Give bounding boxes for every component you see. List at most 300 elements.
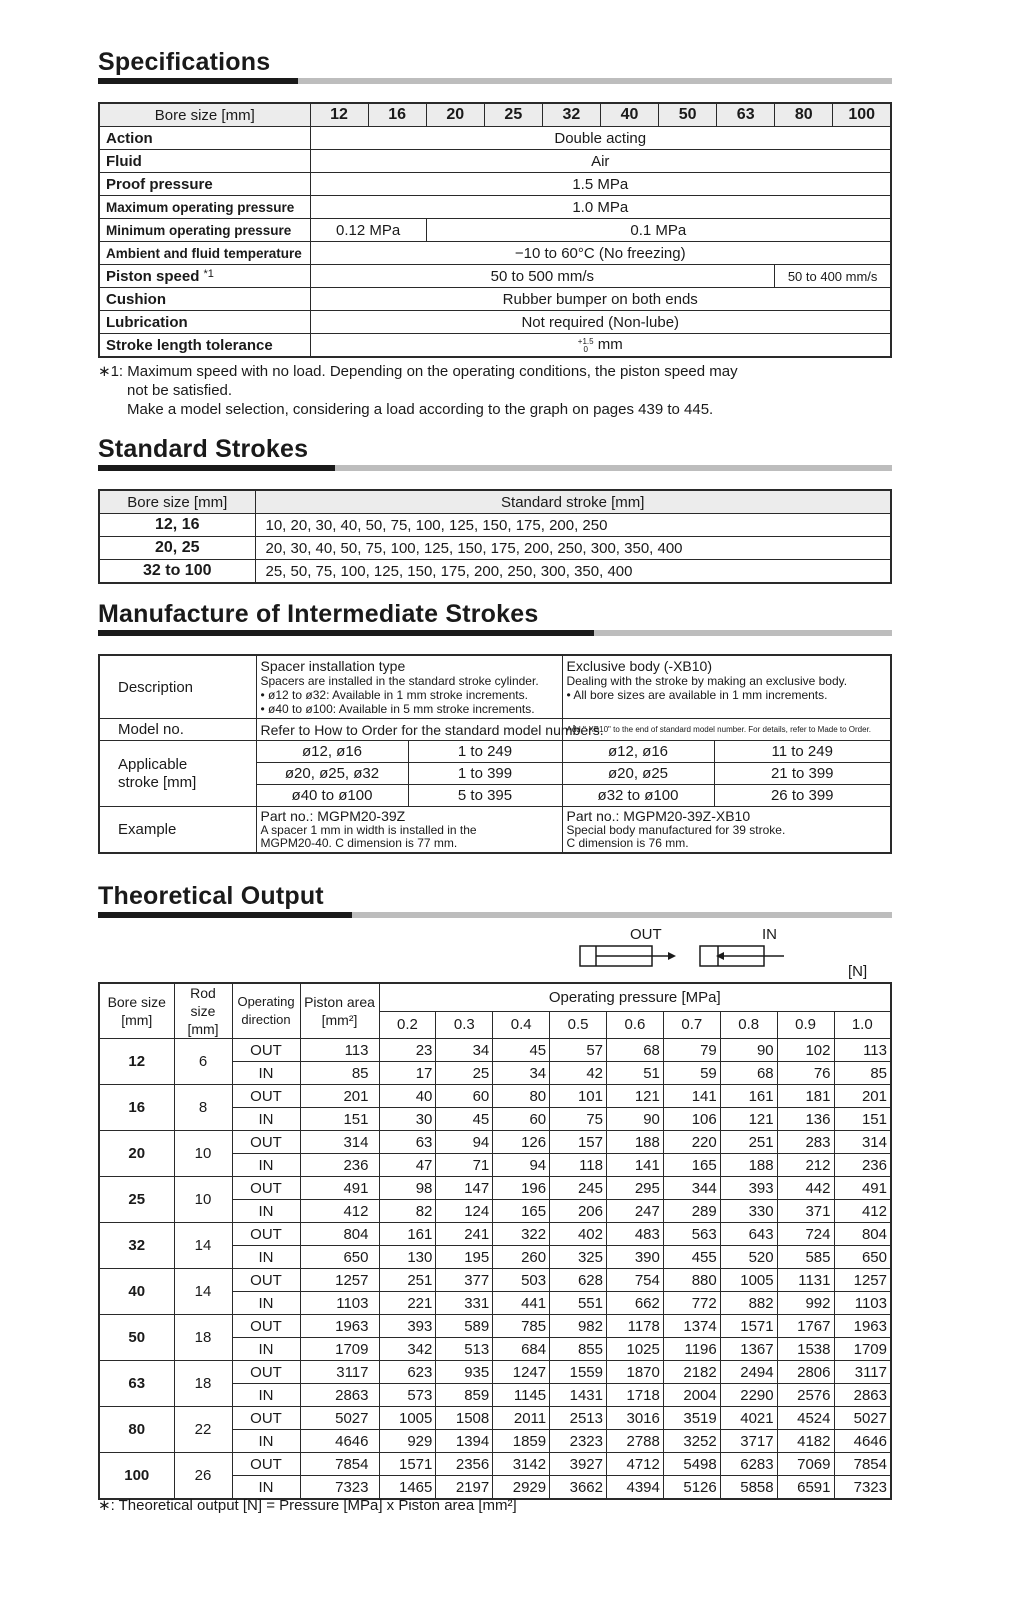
output-value: 136 (777, 1108, 834, 1131)
output-value: 30 (379, 1108, 436, 1131)
output-value: 1465 (379, 1476, 436, 1500)
output-value: 1538 (777, 1338, 834, 1361)
output-value: 2513 (550, 1407, 607, 1430)
output-value: 157 (550, 1131, 607, 1154)
pressure-col: 1.0 (834, 1011, 891, 1038)
row-label-line: stroke [mm] (118, 773, 197, 791)
output-value: 390 (607, 1246, 664, 1269)
output-value: 221 (379, 1292, 436, 1315)
direction-cell: IN (232, 1292, 300, 1315)
output-value: 289 (663, 1200, 720, 1223)
spec-label: Proof pressure (99, 173, 310, 196)
spec-row-max-pressure (99, 196, 891, 219)
output-value: 245 (550, 1177, 607, 1200)
bore-cell: 100 (99, 1453, 174, 1500)
output-value: 520 (720, 1246, 777, 1269)
output-value: 344 (663, 1177, 720, 1200)
output-row-out (99, 1315, 891, 1338)
output-value: 2182 (663, 1361, 720, 1384)
output-value: 45 (493, 1039, 550, 1062)
direction-cell: OUT (232, 1315, 300, 1338)
rod-header-line: Rod size (190, 985, 216, 1019)
bore-size-col: 25 (484, 103, 542, 127)
output-value: 7854 (834, 1453, 891, 1476)
stroke-row (99, 514, 891, 537)
tolerance-lower: 0 (583, 344, 588, 354)
spec-footnote-3: Make a model selection, considering a load according to the graph on pages 439 to 445. (127, 401, 714, 418)
output-value: 251 (379, 1269, 436, 1292)
output-value: 393 (379, 1315, 436, 1338)
spec-value: −10 to 60°C (No freezing) (310, 242, 891, 265)
output-value: 322 (493, 1223, 550, 1246)
direction-cell: IN (232, 1200, 300, 1223)
example-title: Part no.: MGPM20-39Z (260, 808, 406, 824)
rod-cell: 14 (174, 1269, 232, 1315)
output-value: 643 (720, 1223, 777, 1246)
spec-label: Maximum operating pressure (99, 196, 310, 219)
output-value: 295 (607, 1177, 664, 1200)
spec-label: Ambient and fluid temperature (99, 242, 310, 265)
rod-header-line: [mm] (187, 1021, 219, 1037)
output-value: 1131 (777, 1269, 834, 1292)
output-value: 2004 (663, 1384, 720, 1407)
output-value: 4712 (607, 1453, 664, 1476)
area-cell: 151 (300, 1108, 379, 1131)
output-value: 124 (436, 1200, 493, 1223)
rod-cell: 10 (174, 1131, 232, 1177)
output-value: 4524 (777, 1407, 834, 1430)
output-value: 628 (550, 1269, 607, 1292)
output-value: 882 (720, 1292, 777, 1315)
direction-cell: OUT (232, 1361, 300, 1384)
output-value: 90 (720, 1039, 777, 1062)
spacer-line: • ø12 to ø32: Available in 1 mm stroke increments. (260, 688, 528, 702)
bore-cell: 32 (99, 1223, 174, 1269)
spec-label-text: Piston speed (106, 267, 200, 285)
stroke-values: 20, 30, 40, 50, 75, 100, 125, 150, 175, 200, 250, 300, 350, 400 (255, 537, 891, 560)
spec-row-temperature (99, 242, 891, 265)
output-row-out (99, 1039, 891, 1062)
direction-cell: OUT (232, 1131, 300, 1154)
output-value: 106 (663, 1108, 720, 1131)
output-value: 121 (607, 1085, 664, 1108)
strokes-col-bore: Bore size [mm] (99, 490, 255, 514)
output-value: 161 (720, 1085, 777, 1108)
output-value: 5126 (663, 1476, 720, 1500)
output-value: 42 (550, 1062, 607, 1085)
output-value: 859 (436, 1384, 493, 1407)
direction-cell: OUT (232, 1223, 300, 1246)
stroke-bore: 20, 25 (99, 537, 255, 560)
spacer-bore: ø12, ø16 (256, 741, 408, 763)
row-label (99, 741, 256, 807)
output-value: 85 (834, 1062, 891, 1085)
pressure-col: 0.9 (777, 1011, 834, 1038)
direction-cell: OUT (232, 1039, 300, 1062)
output-value: 1431 (550, 1384, 607, 1407)
output-value: 3519 (663, 1407, 720, 1430)
example-row (99, 807, 891, 854)
specifications-rule (98, 78, 892, 84)
output-header-row-1 (99, 983, 891, 1011)
output-value: 247 (607, 1200, 664, 1223)
output-value: 2806 (777, 1361, 834, 1384)
area-cell: 412 (300, 1200, 379, 1223)
exclusive-line: • All bore sizes are available in 1 mm increments. (566, 688, 828, 702)
spec-value: 1.0 MPa (310, 196, 891, 219)
direction-cell: OUT (232, 1085, 300, 1108)
output-row-out (99, 1269, 891, 1292)
stroke-row (99, 537, 891, 560)
output-value: 513 (436, 1338, 493, 1361)
output-value: 4646 (834, 1430, 891, 1453)
bore-cell: 20 (99, 1131, 174, 1177)
area-cell: 113 (300, 1039, 379, 1062)
intermediate-strokes-title: Manufacture of Intermediate Strokes (98, 600, 539, 628)
output-value: 1005 (379, 1407, 436, 1430)
output-value: 785 (493, 1315, 550, 1338)
pressure-col: 0.8 (720, 1011, 777, 1038)
output-value: 1367 (720, 1338, 777, 1361)
output-value: 1196 (663, 1338, 720, 1361)
output-value: 1394 (436, 1430, 493, 1453)
direction-cell: IN (232, 1062, 300, 1085)
spec-label: Stroke length tolerance (99, 334, 310, 358)
output-value: 1178 (607, 1315, 664, 1338)
exclusive-range: 26 to 399 (714, 785, 891, 807)
output-value: 491 (834, 1177, 891, 1200)
exclusive-bore: ø32 to ø100 (562, 785, 714, 807)
area-cell: 7323 (300, 1476, 379, 1500)
output-value: 1963 (834, 1315, 891, 1338)
spec-label (99, 265, 310, 288)
output-value: 724 (777, 1223, 834, 1246)
output-value: 1508 (436, 1407, 493, 1430)
pressure-col: 0.6 (607, 1011, 664, 1038)
in-diagram-label: IN (762, 926, 777, 943)
output-value: 1257 (834, 1269, 891, 1292)
output-value: 2576 (777, 1384, 834, 1407)
output-row-out (99, 1223, 891, 1246)
area-cell: 491 (300, 1177, 379, 1200)
exclusive-line: Dealing with the stroke by making an exclusive body. (566, 674, 848, 688)
spacer-line: Spacers are installed in the standard stroke cylinder. (260, 674, 539, 688)
output-value: 2323 (550, 1430, 607, 1453)
bore-header-line: [mm] (121, 1012, 153, 1028)
spacer-example (256, 807, 562, 854)
area-cell: 5027 (300, 1407, 379, 1430)
output-value: 3016 (607, 1407, 664, 1430)
out-diagram-label: OUT (630, 926, 662, 943)
spec-value: Double acting (310, 127, 891, 150)
output-value: 442 (777, 1177, 834, 1200)
example-title: Part no.: MGPM20-39Z-XB10 (566, 808, 751, 824)
output-value: 551 (550, 1292, 607, 1315)
bore-cell: 12 (99, 1039, 174, 1085)
direction-header-line: direction (241, 1012, 291, 1027)
output-value: 147 (436, 1177, 493, 1200)
direction-header-line: Operating (237, 994, 295, 1009)
output-value: 188 (607, 1131, 664, 1154)
output-value: 935 (436, 1361, 493, 1384)
spec-value-a: 0.12 MPa (310, 219, 426, 242)
output-value: 212 (777, 1154, 834, 1177)
output-value: 2356 (436, 1453, 493, 1476)
bore-cell: 50 (99, 1315, 174, 1361)
output-value: 662 (607, 1292, 664, 1315)
output-value: 5858 (720, 1476, 777, 1500)
model-row (99, 719, 891, 741)
output-value: 121 (720, 1108, 777, 1131)
direction-cell: OUT (232, 1453, 300, 1476)
direction-cell: IN (232, 1476, 300, 1500)
output-value: 283 (777, 1131, 834, 1154)
output-value: 483 (607, 1223, 664, 1246)
bore-header (99, 983, 174, 1039)
rod-cell: 18 (174, 1361, 232, 1407)
spacer-description (256, 655, 562, 719)
exclusive-title: Exclusive body (-XB10) (566, 658, 713, 674)
output-value: 201 (834, 1085, 891, 1108)
output-value: 3662 (550, 1476, 607, 1500)
output-value: 589 (436, 1315, 493, 1338)
intermediate-strokes-rule (98, 630, 892, 636)
output-value: 68 (720, 1062, 777, 1085)
description-row (99, 655, 891, 719)
output-value: 51 (607, 1062, 664, 1085)
pressure-header: Operating pressure [MPa] (379, 983, 891, 1011)
output-value: 80 (493, 1085, 550, 1108)
theoretical-output-title: Theoretical Output (98, 882, 324, 910)
output-value: 563 (663, 1223, 720, 1246)
spec-row-piston-speed (99, 265, 891, 288)
theoretical-output-table (98, 982, 892, 1500)
output-value: 371 (777, 1200, 834, 1223)
output-value: 206 (550, 1200, 607, 1223)
spec-row-cushion (99, 288, 891, 311)
output-value: 76 (777, 1062, 834, 1085)
output-value: 68 (607, 1039, 664, 1062)
spec-row-lubrication (99, 311, 891, 334)
area-cell: 2863 (300, 1384, 379, 1407)
bore-size-col: 32 (542, 103, 600, 127)
example-line: MGPM20-40. C dimension is 77 mm. (260, 836, 458, 850)
spec-footnote-2: not be satisfied. (127, 382, 233, 399)
output-value: 1709 (834, 1338, 891, 1361)
direction-cell: OUT (232, 1177, 300, 1200)
output-value: 71 (436, 1154, 493, 1177)
output-value: 196 (493, 1177, 550, 1200)
bore-size-col: 40 (600, 103, 658, 127)
bore-cell: 63 (99, 1361, 174, 1407)
example-line: A spacer 1 mm in width is installed in the (260, 823, 477, 837)
output-value: 331 (436, 1292, 493, 1315)
output-value: 130 (379, 1246, 436, 1269)
output-value: 260 (493, 1246, 550, 1269)
direction-header (232, 983, 300, 1039)
rod-cell: 18 (174, 1315, 232, 1361)
output-value: 3252 (663, 1430, 720, 1453)
bore-size-header: Bore size [mm] (99, 103, 310, 127)
output-value: 34 (436, 1039, 493, 1062)
output-value: 982 (550, 1315, 607, 1338)
output-value: 772 (663, 1292, 720, 1315)
output-value: 754 (607, 1269, 664, 1292)
output-value: 47 (379, 1154, 436, 1177)
output-value: 79 (663, 1039, 720, 1062)
output-value: 573 (379, 1384, 436, 1407)
spec-row-action (99, 127, 891, 150)
standard-strokes-title: Standard Strokes (98, 435, 309, 463)
output-row-out (99, 1177, 891, 1200)
area-cell: 4646 (300, 1430, 379, 1453)
rod-header (174, 983, 232, 1039)
output-row-out (99, 1407, 891, 1430)
output-row-out (99, 1085, 891, 1108)
rod-cell: 8 (174, 1085, 232, 1131)
spacer-title: Spacer installation type (260, 658, 406, 674)
applicable-row (99, 741, 891, 763)
bore-cell: 16 (99, 1085, 174, 1131)
output-value: 650 (834, 1246, 891, 1269)
output-value: 4021 (720, 1407, 777, 1430)
output-value: 141 (663, 1085, 720, 1108)
rod-cell: 14 (174, 1223, 232, 1269)
direction-cell: IN (232, 1338, 300, 1361)
output-value: 1247 (493, 1361, 550, 1384)
specifications-table (98, 102, 892, 358)
spec-label: Fluid (99, 150, 310, 173)
spacer-range: 1 to 249 (408, 741, 562, 763)
pressure-col: 0.2 (379, 1011, 436, 1038)
stroke-bore: 12, 16 (99, 514, 255, 537)
bore-size-col: 63 (717, 103, 775, 127)
output-row-out (99, 1453, 891, 1476)
output-value: 6283 (720, 1453, 777, 1476)
cylinder-direction-icon (576, 944, 796, 970)
output-value: 393 (720, 1177, 777, 1200)
output-value: 2863 (834, 1384, 891, 1407)
bore-size-col: 12 (310, 103, 368, 127)
output-value: 929 (379, 1430, 436, 1453)
output-value: 126 (493, 1131, 550, 1154)
output-value: 113 (834, 1039, 891, 1062)
output-value: 2290 (720, 1384, 777, 1407)
spec-value: 1.5 MPa (310, 173, 891, 196)
area-cell: 804 (300, 1223, 379, 1246)
output-value: 325 (550, 1246, 607, 1269)
output-value: 45 (436, 1108, 493, 1131)
output-value: 1374 (663, 1315, 720, 1338)
output-row-out (99, 1131, 891, 1154)
output-value: 2929 (493, 1476, 550, 1500)
specifications-title: Specifications (98, 48, 271, 76)
row-label: Description (99, 655, 256, 719)
strokes-header-row (99, 490, 891, 514)
output-value: 251 (720, 1131, 777, 1154)
output-value: 98 (379, 1177, 436, 1200)
area-cell: 1963 (300, 1315, 379, 1338)
output-value: 94 (436, 1131, 493, 1154)
output-value: 1145 (493, 1384, 550, 1407)
output-value: 2011 (493, 1407, 550, 1430)
footnote-mark: *1 (203, 267, 214, 280)
spec-value: Air (310, 150, 891, 173)
output-value: 6591 (777, 1476, 834, 1500)
area-cell: 3117 (300, 1361, 379, 1384)
exclusive-bore: ø20, ø25 (562, 763, 714, 785)
output-value: 314 (834, 1131, 891, 1154)
output-value: 1870 (607, 1361, 664, 1384)
output-value: 623 (379, 1361, 436, 1384)
area-cell: 1257 (300, 1269, 379, 1292)
output-value: 330 (720, 1200, 777, 1223)
spec-footnote-1: ∗1: Maximum speed with no load. Depending on the operating conditions, the piston speed may (98, 363, 738, 380)
spec-value-a: 50 to 500 mm/s (310, 265, 775, 288)
area-cell: 1709 (300, 1338, 379, 1361)
strokes-col-stroke: Standard stroke [mm] (255, 490, 891, 514)
model-exclusive: Add "-XB10" to the end of standard model number. For details, refer to Made to Order. (562, 719, 891, 741)
spacer-bore: ø20, ø25, ø32 (256, 763, 408, 785)
spacer-bore: ø40 to ø100 (256, 785, 408, 807)
output-value: 34 (493, 1062, 550, 1085)
output-value: 165 (493, 1200, 550, 1223)
output-value: 1571 (720, 1315, 777, 1338)
output-value: 7069 (777, 1453, 834, 1476)
output-value: 3927 (550, 1453, 607, 1476)
stroke-row (99, 560, 891, 584)
tolerance-unit: mm (597, 336, 623, 354)
output-value: 63 (379, 1131, 436, 1154)
direction-cell: IN (232, 1430, 300, 1453)
output-value: 5498 (663, 1453, 720, 1476)
exclusive-range: 21 to 399 (714, 763, 891, 785)
output-value: 1571 (379, 1453, 436, 1476)
pressure-col: 0.7 (663, 1011, 720, 1038)
area-cell: 7854 (300, 1453, 379, 1476)
output-value: 7323 (834, 1476, 891, 1500)
output-value: 585 (777, 1246, 834, 1269)
bore-size-col: 80 (775, 103, 833, 127)
output-value: 1005 (720, 1269, 777, 1292)
output-value: 1559 (550, 1361, 607, 1384)
spec-value: Not required (Non-lube) (310, 311, 891, 334)
area-cell: 85 (300, 1062, 379, 1085)
output-value: 90 (607, 1108, 664, 1131)
stroke-bore: 32 to 100 (99, 560, 255, 584)
output-value: 59 (663, 1062, 720, 1085)
spec-value (310, 334, 891, 358)
output-value: 804 (834, 1223, 891, 1246)
output-value: 236 (834, 1154, 891, 1177)
output-value: 181 (777, 1085, 834, 1108)
bore-cell: 25 (99, 1177, 174, 1223)
output-row-out (99, 1361, 891, 1384)
area-header-line: Piston area (304, 994, 375, 1010)
model-spacer: Refer to How to Order for the standard model numbers. (256, 719, 562, 741)
output-value: 118 (550, 1154, 607, 1177)
area-header (300, 983, 379, 1039)
stroke-values: 25, 50, 75, 100, 125, 150, 175, 200, 250, 300, 350, 400 (255, 560, 891, 584)
rod-cell: 6 (174, 1039, 232, 1085)
output-value: 3142 (493, 1453, 550, 1476)
spec-label: Action (99, 127, 310, 150)
spec-value-b: 50 to 400 mm/s (775, 265, 891, 288)
direction-cell: OUT (232, 1407, 300, 1430)
exclusive-range: 11 to 249 (714, 741, 891, 763)
pressure-col: 0.5 (550, 1011, 607, 1038)
bore-cell: 80 (99, 1407, 174, 1453)
